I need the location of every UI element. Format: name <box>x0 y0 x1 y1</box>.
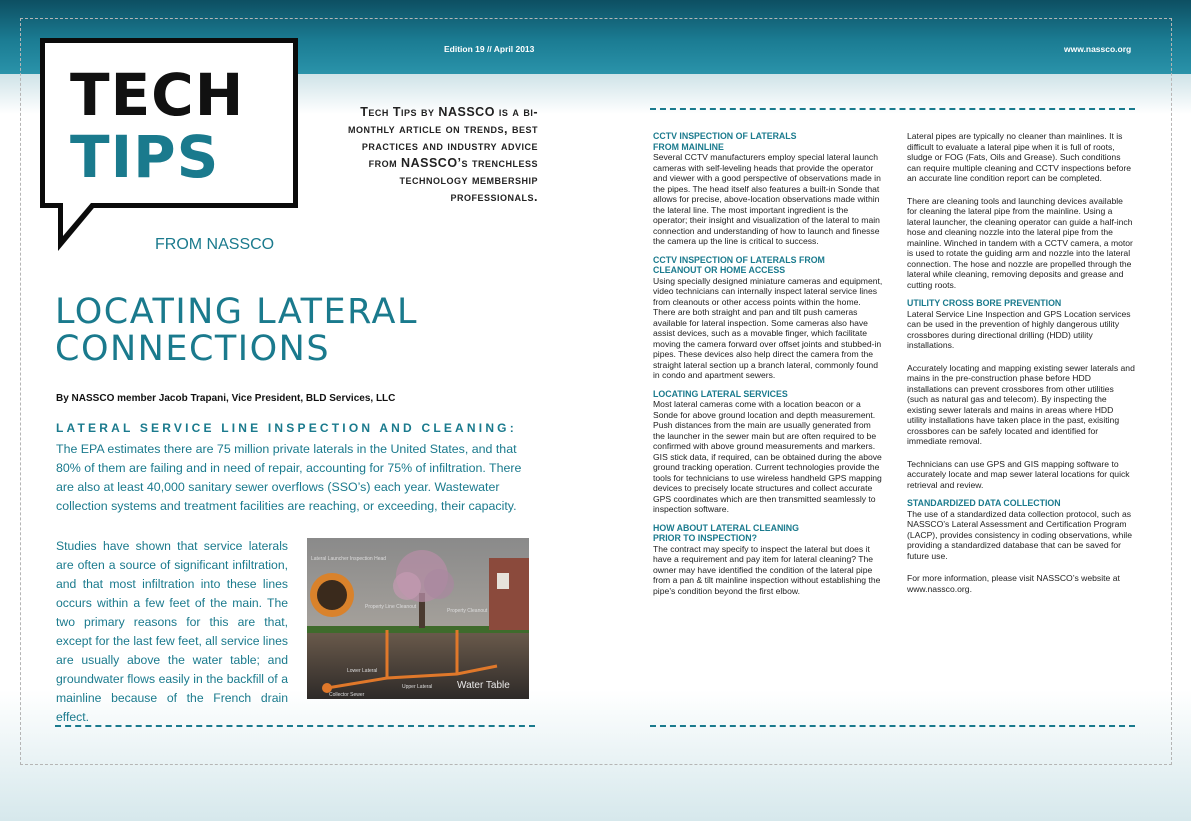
mainline-pipe-inside <box>317 580 347 610</box>
house <box>489 558 529 630</box>
water-table-label: Water Table <box>457 680 510 691</box>
s4-heading-a: HOW ABOUT LATERAL CLEANING <box>653 522 799 533</box>
section-heading: LATERAL SERVICE LINE INSPECTION AND CLEANING: <box>56 421 517 435</box>
s4-heading-b: PRIOR TO INSPECTION? <box>653 533 757 543</box>
s2-body: Using specially designed miniature cameras and equipment, video technicians can internally inspect lateral service lines from cleanouts or other access points within the home. There are both straight and pan and tilt push cameras available for lateral inspection. Some cameras also have assist devices, such as a movable finger, which facilitate moving the camera forward over offset joints and stubbed-in pipes. These devices also help direct the camera from the straight lateral section up a branch lateral, commonly found in condo and apartment sewers. <box>653 275 883 380</box>
logo-bubble-tail-inner <box>63 203 91 236</box>
right-p4: Technicians can use GPS and GIS mapping software to accurately locate and map sewer lateral locations for quick retrieval and review. <box>907 458 1130 490</box>
label-property-cleanout: Property Cleanout <box>447 608 488 614</box>
s1-body: Several CCTV manufacturers employ special lateral launch cameras with self-leveling heads that provide the operator and viewer with a good perspective of observations made in the pipes. The head itself also features a built-in Sonde that allows for precise, above-location observations made within the lateral line. The most important ingredient is the operator; their insight and visualization of the lateral to main connection and understanding of how to launch and finesse the camera up the line is critical to success. <box>653 152 881 246</box>
s3-heading: LOCATING LATERAL SERVICES <box>653 388 788 399</box>
edition-label: Edition 19 // April 2013 <box>444 44 535 54</box>
house-window <box>497 573 509 589</box>
s1-heading-b: FROM MAINLINE <box>653 141 724 152</box>
lateral-diagram-svg <box>307 538 529 699</box>
dashed-rule-top-right <box>650 108 1135 110</box>
s2-heading-a: CCTV INSPECTION OF LATERALS FROM <box>653 254 825 265</box>
label-launcher: Lateral Launcher Inspection Head <box>311 556 387 562</box>
label-upper-lateral: Upper Lateral <box>402 684 433 690</box>
s3-body: Most lateral cameras come with a location beacon or a Sonde for above ground location and depth measurement. Push distances from the main are usually generated from the launcher in the sewer main but are often required to be confirmed with above ground measurements and markers. GIS stick data, if required, can be obtained during the above ground tracking operation. Current technologies provide the tools for technicians to use wireless handheld GPS mapping devices to precisely locate structures and collect accurate GPS coordinates which are then transmitted seamlessly to inspection software. <box>653 399 882 514</box>
s1-heading-a: CCTV INSPECTION OF LATERALS <box>653 131 797 141</box>
label-property-line-cleanout: Property Line Cleanout <box>365 604 417 610</box>
logo-tech-text: TECH <box>70 61 245 129</box>
logo-tips-text: TIPS <box>70 123 220 191</box>
logo-from-nassco: FROM NASSCO <box>155 236 275 253</box>
title-line-2: CONNECTIONS <box>55 329 331 369</box>
website-link[interactable]: www.nassco.org <box>1064 44 1132 54</box>
s6-body: The use of a standardized data collection protocol, such as NASSCO’s Lateral Assessment and Certification Program (LACP), provides consistency in coding observations, while providing a standardized database that can be saved for future use. <box>907 508 1132 561</box>
right-p2: There are cleaning tools and launching devices available for cleaning the lateral pipe from the mainline. Using a lateral launcher, the cleaning operator can guide a half-inch hose and cleaning nozzle into the lateral pipe from the mainline. Winched in tandem with a CCTV camera, a motor is used to rotate the guiding arm and nozzle into the lateral connection. The hose and nozzle are propelled through the lateral while cleaning, removing deposits and grease and cutting roots. <box>907 195 1133 290</box>
s5-heading: UTILITY CROSS BORE PREVENTION <box>907 298 1062 308</box>
dashed-rule-bottom-right <box>650 725 1135 727</box>
column-right <box>907 131 1135 594</box>
label-lower-lateral: Lower Lateral <box>347 668 378 674</box>
s2-heading-b: CLEANOUT OR HOME ACCESS <box>653 265 786 275</box>
right-p3: Accurately locating and mapping existing sewer laterals and mains in the pre-construction phase before HDD installations can prevent crossbores from other utilities (such as natural gas and telecom). By inspecting the existing sewer laterals and mains in areas where HDD utility installations have taken place in the past, exisiting crossbores can be safely located and identified for immediate removal. <box>907 362 1135 446</box>
right-p5: For more information, please visit NASSCO’s website at www.nassco.org. <box>907 573 1120 594</box>
lateral-diagram-image <box>307 538 529 699</box>
right-p1: Lateral pipes are typically no cleaner than mainlines. It is difficult to evaluate a lateral pipe when it is full of roots, sludge or FOG (Fats, Oils and Grease). Such conditions can require multiple cleaning and CCTV inspections before an accurate line condition report can be completed. <box>907 131 1132 183</box>
s4-body: The contract may specify to inspect the lateral but does it have a requirement and pay item for lateral cleaning? The owner may have identified the condition of the lateral pipe from a pan & tilt mainline inspection without establishing the pipe’s condition beyond the first elbow. <box>653 543 881 596</box>
dashed-rule-bottom-left <box>55 725 535 727</box>
tree-canopy-left <box>393 572 421 600</box>
s6-heading: STANDARDIZED DATA COLLECTION <box>907 498 1061 508</box>
byline: By NASSCO member Jacob Trapani, Vice President, BLD Services, LLC <box>56 393 396 404</box>
tree-canopy-right <box>424 569 454 599</box>
article-title <box>55 294 418 368</box>
title-line-1: LOCATING LATERAL <box>55 292 418 332</box>
column-middle <box>653 131 883 596</box>
tagline: Tech Tips by NASSCO is a bi-monthly article on trends, best practices and industry advice from NASSCO’s trenchless technology membership professionals. <box>347 105 538 204</box>
s5-body: Lateral Service Line Inspection and GPS Location services can be used in the prevention of highly dangerous utility crossbores during directional drilling (HDD) utility installations. <box>907 308 1131 350</box>
intro-paragraph: The EPA estimates there are 75 million private laterals in the United States, and that 80% of them are failing and in need of repair, accounting for 75% of infiltration. There are also at least 40,000 sanitary sewer overflows (SSO’s) each year. Wastewater collection systems and treatment facilities are reaching, or exceeding, their capacity. <box>56 442 522 513</box>
label-collector-sewer: Collector Sewer <box>329 692 365 698</box>
body-left-paragraph: Studies have shown that service laterals are often a source of significant infiltration, and that most infiltration into these lines occurs within a few feet of the main. The two primary reasons for this are that, except for the last few feet, all service lines are usually above the water table; and groundwater flows easily in the backfill of a mainline because of the French drain effect. <box>56 539 288 724</box>
